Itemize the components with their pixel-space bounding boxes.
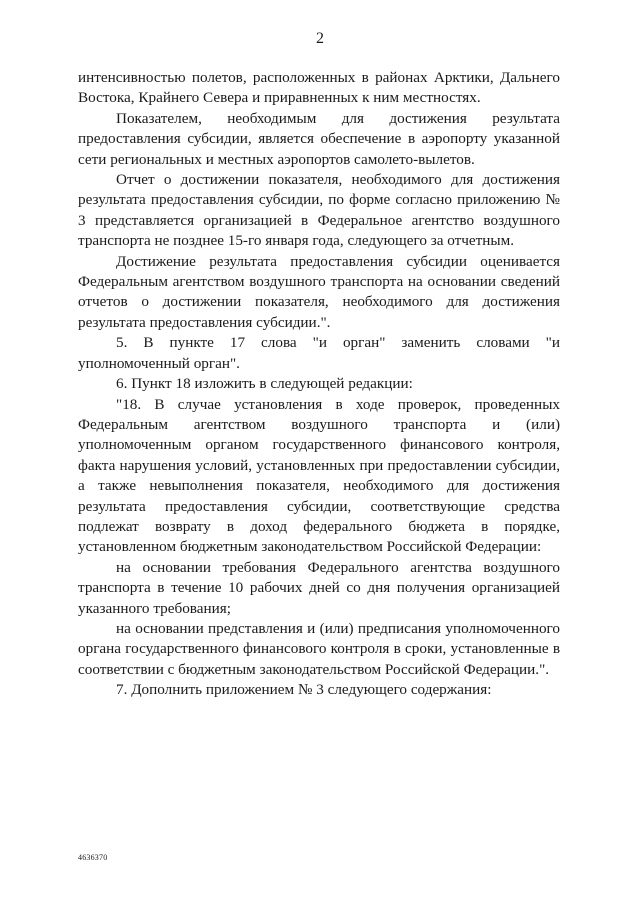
paragraph-requirement: на основании требования Федерального агентства воздушного транспорта в течение 10 рабочих дней со дня получения организацией указанного требования;: [78, 558, 560, 617]
paragraph-item-5: 5. В пункте 17 слова "и орган" заменить словами "и уполномоченный орган".: [78, 334, 560, 372]
document-body: [78, 68, 560, 701]
page-number: 2: [316, 30, 324, 47]
paragraph-prescription: на основании представления и (или) предписания уполномоченного органа государственного финансового контроля в сроки, установленные в соответствии с бюджетным законодательством Российской Федерации.".: [78, 619, 560, 678]
paragraph-item-7: 7. Дополнить приложением № 3 следующего содержания:: [116, 681, 492, 699]
paragraph-evaluation: Достижение результата предоставления субсидии оценивается Федеральным агентством воздушного транспорта на основании сведений отчетов о достижении показателя, необходимого для достижения результата предоставления субсидии.".: [78, 252, 560, 331]
paragraph-continuation: интенсивностью полетов, расположенных в районах Арктики, Дальнего Востока, Крайнего Севера и приравненных к ним местностях.: [78, 69, 560, 107]
paragraph-item-18: "18. В случае установления в ходе проверок, проведенных Федеральным агентством воздушного транспорта и (или) уполномоченным органом государственного финансового контроля, факта нарушения условий, установленных при предоставлении субсидии, а также невыполнения показателя, необходимого для достижения результата предоставления субсидии, соответствующие средства подлежат возврату в доход федерального бюджета в порядке, установленном бюджетным законодательством Российской Федерации:: [78, 395, 560, 556]
paragraph-indicator: Показателем, необходимым для достижения результата предоставления субсидии, является обеспечение в аэропорту указанной сети региональных и местных аэропортов самолето-вылетов.: [78, 109, 560, 168]
document-code: 4636370: [78, 853, 108, 862]
paragraph-item-6: 6. Пункт 18 изложить в следующей редакции:: [116, 375, 413, 393]
paragraph-report: Отчет о достижении показателя, необходимого для достижения результата предоставления субсидии, по форме согласно приложению № 3 представляется организацией в Федеральное агентство воздушного транспорта не позднее 15-го января года, следующего за отчетным.: [78, 171, 560, 250]
